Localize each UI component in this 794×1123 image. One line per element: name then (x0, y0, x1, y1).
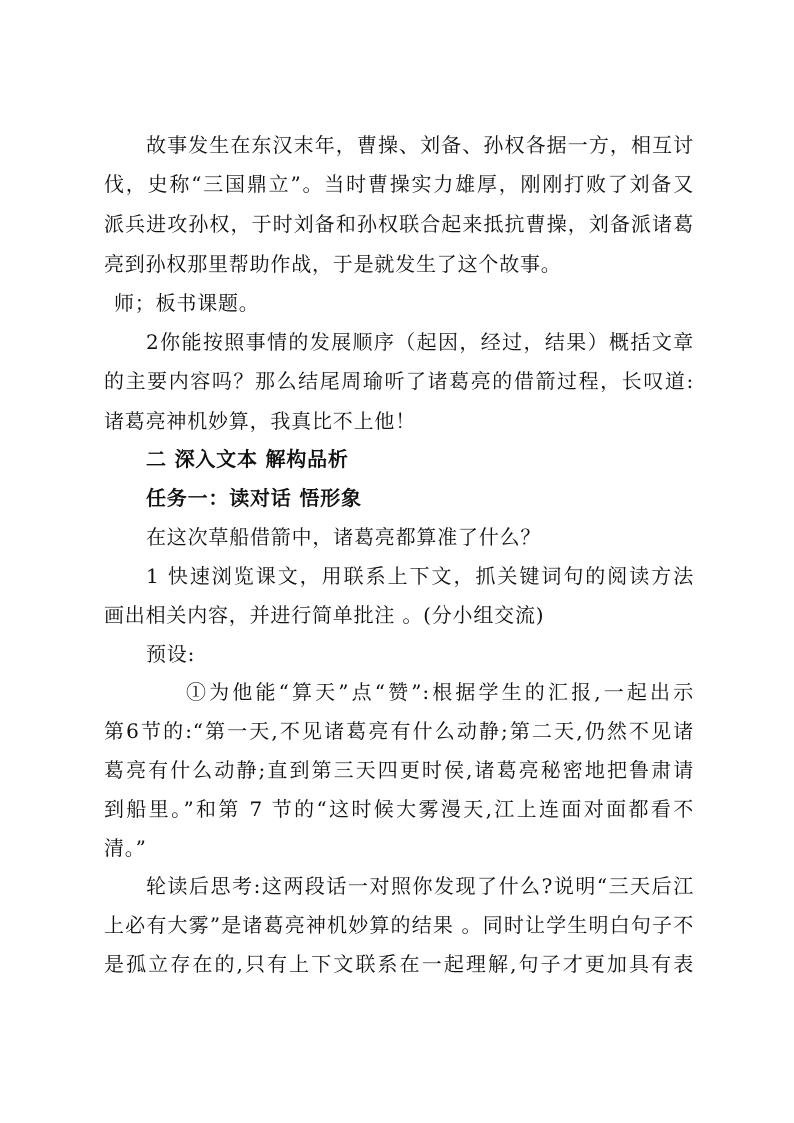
background-line-2: 伐，史称“三国鼎立”。当时曹操实力雄厚，刚刚打败了刘备又 (104, 172, 694, 196)
reflection-line-3: 是孤立存在的,只有上下文联系在一起理解,句子才更加具有表 (104, 952, 694, 976)
background-line-1: 故事发生在东汉末年，曹操、刘备、孙权各据一方，相互讨 (146, 133, 694, 157)
background-line-3: 派兵进攻孙权，于时刘备和孙权联合起来抵抗曹操，刘备派诸葛 (104, 212, 694, 236)
teacher-note: 师；板书课题。 (114, 291, 260, 315)
task-heading: 任务一：读对话 悟形象 (146, 486, 362, 510)
question-2-line-3: 诸葛亮神机妙算，我真比不上他！ (104, 409, 416, 433)
preset-1-line-1: ①为他能“算天”点“赞”:根据学生的汇报,一起出示 (186, 680, 694, 704)
preset-label: 预设: (146, 642, 196, 666)
background-line-4: 亮到孙权那里帮助作战，于是就发生了这个故事。 (104, 252, 562, 276)
task-question: 在这次草船借箭中，诸葛亮都算准了什么？ (146, 525, 542, 549)
section-heading: 二 深入文本 解构品析 (146, 447, 349, 471)
step-1-line-2: 画出相关内容，并进行简单批注 。(分小组交流) (104, 603, 545, 627)
preset-1-line-2: 第6节的:“第一天,不见诸葛亮有什么动静;第二天,仍然不见诸 (104, 719, 694, 743)
preset-1-line-3: 葛亮有什么动静;直到第三天四更时侯,诸葛亮秘密地把鲁肃请 (104, 758, 694, 782)
question-2-line-1: 2你能按照事情的发展顺序（起因，经过，结果）概括文章 (146, 330, 694, 354)
preset-1-line-5: 清。” (104, 836, 147, 860)
reflection-line-2: 上必有大雾”是诸葛亮神机妙算的结果 。同时让学生明白句子不 (104, 913, 694, 937)
reflection-line-1: 轮读后思考:这两段话一对照你发现了什么?说明“三天后江 (146, 874, 694, 898)
preset-1-line-4: 到船里。”和第 7 节的“这时候大雾漫天,江上连面对面都看不 (104, 797, 694, 821)
step-1-line-1: 1 快速浏览课文，用联系上下文，抓关键词句的阅读方法 (146, 564, 694, 588)
question-2-line-2: 的主要内容吗？那么结尾周瑜听了诸葛亮的借箭过程，长叹道: (104, 369, 694, 393)
